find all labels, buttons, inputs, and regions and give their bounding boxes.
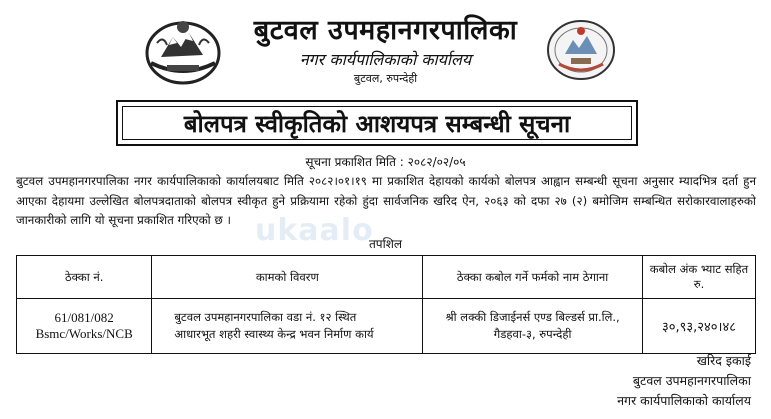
cell-bid-amount: ३०,९३,२४०।४८ [642,299,755,354]
contract-no-line2: Bsmc/Works/NCB [35,326,133,341]
header-contract-no: ठेक्का नं. [17,256,152,299]
header-bid-amount: कबोल अंक भ्याट सहित रु. [642,256,755,299]
details-heading: तपशिल [368,237,403,251]
table-row [17,299,756,354]
work-line2: आधारभूत शहरी स्वास्थ्य केन्द्र भवन निर्माण कार्य [174,327,374,341]
office-name: नगर कार्यपालिकाको कार्यालय [299,50,472,69]
notice-title-banner [116,100,638,146]
office-address: बुटवल, रुपन्देही [353,72,418,85]
signature-block [617,351,751,411]
cell-firm-name [423,299,643,354]
municipality-name: बुटवल उपमहानगरपालिका [253,15,518,46]
watermark: ukaalo [255,213,374,248]
cell-contract-no [17,299,152,354]
signature-line3: नगर कार्यपालिकाको कार्यालय [617,393,751,408]
table-header-row [17,256,756,299]
signature-line1: खरिद इकाई [696,353,751,368]
notice-body: बुटवल उपमहानगरपालिका नगर कार्यपालिकाको कार्यालयबाट मिति २०८२।०१।१९ मा प्रकाशित देहायको कार्यको बोलपत्र आह्वान सम्बन्धी सूचना अनुसार म्यादभित्र दर्ता हुन आएका देहायमा उल्लेखित बोलपत्रदाताको बोलपत्र स्वीकृत हुने प्रक्रियामा रहेको हुंदा सार्वजनिक खरिद ऐन, २०६३ को दफा २७ (२) बमोजिम सम्बन्धित सरोकारवालाहरुको जानकारीको लागि यो सूचना प्रकाशित गरिएको छ । [16,174,756,227]
signature-line2: बुटवल उपमहानगरपालिका [632,373,751,388]
header-work-description: कामको विवरण [152,256,423,299]
cell-work-description [152,299,423,354]
contract-no-line1: 61/081/082 [54,310,114,325]
published-date: सूचना प्रकाशित मिति : २०८२/०२/०५ [305,155,466,169]
notice-title: बोलपत्र स्वीकृतिको आशयपत्र सम्बन्धी सूचना [183,109,571,138]
contract-table [16,255,756,354]
work-line1: बुटवल उपमहानगरपालिका वडा नं. १२ स्थित [174,310,357,324]
firm-line2: गैडहवा-३, रुपन्देही [493,327,572,341]
firm-line1: श्री लक्की डिजाईनर्स एण्ड बिल्डर्स प्रा.लि., [445,310,620,324]
header-firm-name: ठेक्का कबोल गर्ने फर्मको नाम ठेगाना [423,256,643,299]
